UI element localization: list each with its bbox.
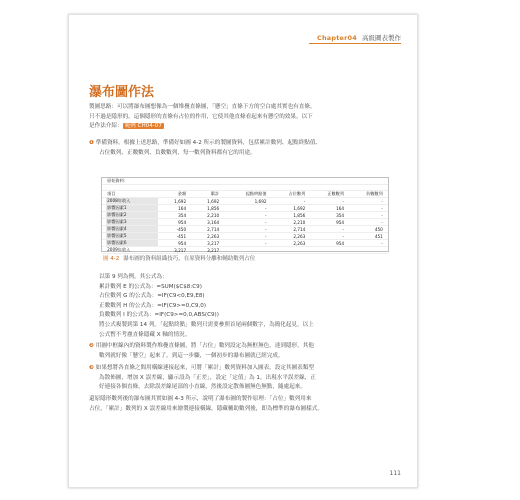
spreadsheet-cell: 1,692: [158, 198, 187, 205]
spreadsheet-cell: 954: [158, 240, 187, 247]
chapter-label: Chapter04: [316, 33, 357, 42]
formula-line: 負數數列 I 的公式為：=IF(C9>=0,0,ABS(C9)): [99, 312, 219, 319]
step-number: ❸: [89, 365, 94, 371]
spreadsheet-cell: [384, 198, 388, 205]
spreadsheet-cell: 原始資料：: [106, 178, 158, 185]
spreadsheet-cell: -: [345, 212, 384, 219]
spreadsheet-cell: -450: [158, 226, 187, 233]
spreadsheet-cell: -: [220, 219, 267, 226]
spreadsheet-cell: 2,714: [268, 226, 307, 233]
spreadsheet-cell: -: [220, 233, 267, 240]
spreadsheet-cell: 450: [345, 226, 384, 233]
step-line: [89, 139, 401, 149]
spreadsheet-row: [102, 247, 388, 254]
spreadsheet-cell: -: [306, 233, 345, 240]
spreadsheet-cell: 164: [158, 205, 187, 212]
formula-line: 將公式複製到第 14 列。「起點終點」數列只需要參照首尾兩個數字，為簡化起見，以上: [99, 321, 314, 328]
step-line: 為散佈圖，增加 X 誤差線，顯示設為「正差」，設定「定值」為 1，出現水平誤差線，正: [99, 374, 316, 381]
spreadsheet-cell: 2,263: [268, 240, 307, 247]
spreadsheet-cell: 2,714: [191, 226, 220, 233]
spreadsheet-cell: 354: [306, 212, 345, 219]
spreadsheet-cell: 1,692: [220, 198, 267, 205]
figure-label: 圖 4-2: [103, 256, 120, 262]
spreadsheet-cell: 影響因素5: [106, 233, 158, 240]
running-header: [317, 33, 401, 42]
spreadsheet-cell: 954: [306, 219, 345, 226]
step-text: 如果想將各直條之間用橫線連接起來，可將「累計」數列資料加入圖表，設定其圖表類型: [95, 365, 314, 371]
spreadsheet-cell: -451: [158, 233, 187, 240]
closing-line: 占位，「累計」數列的 X 誤差線用來繪製連接橫線，隱藏輔助數列後，即為標準的瀑布圖樣式。: [89, 405, 323, 412]
spreadsheet-row: [102, 205, 388, 212]
formula-line: 公式暫不考慮直條隱藏 X 軸的情況。: [99, 331, 191, 338]
step-1: [89, 139, 401, 158]
spreadsheet-cell: 累計: [191, 191, 220, 198]
spreadsheet-cell: [384, 226, 388, 233]
spreadsheet-cell: 影響因素3: [106, 219, 158, 226]
spreadsheet-cell: 2,263: [191, 233, 220, 240]
step-line: [89, 364, 401, 374]
spreadsheet-figure: [101, 177, 389, 252]
spreadsheet-cell: -: [345, 240, 384, 247]
spreadsheet-cell: 負數數列: [345, 191, 384, 198]
formula-line: 占位數列 G 的公式為：=IF(C9<0,E9,E8): [99, 293, 205, 300]
spreadsheet-cell: [384, 212, 388, 219]
spreadsheet-cell: 影響因素1: [106, 205, 158, 212]
figure-caption-text: 瀑布圖的資料組織技巧，在原資料分離和輔助數列占位: [123, 256, 256, 262]
spreadsheet-cell: -: [220, 226, 267, 233]
spreadsheet-cell: -: [220, 240, 267, 247]
spreadsheet-cell: 影響因素4: [106, 226, 158, 233]
spreadsheet-row: [102, 226, 388, 233]
book-page: [68, 14, 418, 488]
intro-paragraph: [89, 103, 401, 132]
spreadsheet-cell: [384, 219, 388, 226]
step-line: 好連接各個直條，去除誤差線尾部的小直線，然後設定散佈圖無色無點，隨處起來。: [99, 384, 306, 391]
spreadsheet-cell: 正數數列: [306, 191, 345, 198]
spreadsheet-cell: 金額: [158, 191, 187, 198]
spreadsheet-row: [102, 240, 388, 247]
spreadsheet-cell: 954: [158, 219, 187, 226]
spreadsheet-cell: 3,217: [191, 240, 220, 247]
spreadsheet-cell: 起點終點值: [220, 191, 267, 198]
figure-caption: [103, 254, 255, 262]
formula-line: 正數數列 H 的公式為：=IF(C9>=0,C9,0): [99, 302, 207, 309]
spreadsheet-cell: -: [220, 205, 267, 212]
spreadsheet-cell: -: [345, 219, 384, 226]
spreadsheet-row: [102, 191, 388, 198]
spreadsheet-cell: [345, 247, 384, 254]
spreadsheet-cell: 影響因素6: [106, 240, 158, 247]
page-number: 111: [389, 470, 401, 477]
spreadsheet-cell: 164: [306, 205, 345, 212]
intro-line: 只不過是隱形的。這個隱形的直條有占位的作用，它使其他直條看起來有懸空的效果。以下: [89, 113, 313, 120]
spreadsheet-cell: -: [220, 212, 267, 219]
spreadsheet-cell: 占位數列: [268, 191, 307, 198]
spreadsheet-cell: 1,692: [191, 198, 220, 205]
intro-line: [89, 122, 401, 132]
spreadsheet-cell: 2,210: [268, 219, 307, 226]
spreadsheet-cell: [384, 233, 388, 240]
spreadsheet-cell: [384, 240, 388, 247]
step-2: [89, 342, 401, 361]
step-line: 數列就好像「懸空」起來了，到這一步驟，一個初步的瀑布圖就已經完成。: [99, 352, 284, 359]
spreadsheet-cell: [306, 247, 345, 254]
formula-line: 累計數列 E 的公式為：=SUM($C$8:C9): [99, 283, 202, 290]
step-3: [89, 364, 401, 393]
spreadsheet-cell: -: [268, 198, 307, 205]
step-line: [89, 342, 401, 352]
spreadsheet-cell: [220, 247, 267, 254]
example-tag: 範例 CH04-07: [124, 123, 162, 130]
formula-block: [89, 273, 401, 340]
spreadsheet-cell: 2,210: [191, 212, 220, 219]
spreadsheet-cell: 954: [306, 240, 345, 247]
spreadsheet-cell: 2009年收入: [106, 247, 158, 254]
spreadsheet-cell: 1,856: [268, 212, 307, 219]
spreadsheet-cell: 影響因素2: [106, 212, 158, 219]
spreadsheet-cell: 3,217: [191, 247, 220, 254]
step-text: 準備資料。根據上述思路，準備好如圖 4-2 所示的製圖資料，包括累計數列、起點終點值、: [95, 140, 322, 146]
spreadsheet-cell: [268, 247, 307, 254]
section-title: 瀑布圖作法: [89, 85, 155, 100]
spreadsheet-row: [102, 198, 388, 205]
spreadsheet-cell: -: [345, 198, 384, 205]
spreadsheet-cell: -: [306, 226, 345, 233]
spreadsheet-cell: 451: [345, 233, 384, 240]
closing-paragraph: [89, 395, 401, 414]
spreadsheet-cell: 項目: [106, 191, 158, 198]
step-number: ❶: [89, 140, 94, 146]
spreadsheet-cell: [384, 205, 388, 212]
spreadsheet-row: [102, 233, 388, 240]
step-text: 用圖中框線內的資料製作堆疊直條圖，將「占位」數列設定為無框無色，達到隱形，其他: [95, 343, 314, 349]
intro-line: 製圖思路：可以將瀑布圖想像為一個堆疊直條圖，「懸空」直條下方的空白處其實也有直條，: [89, 104, 316, 110]
spreadsheet-cell: 2008年收入: [106, 198, 158, 205]
spreadsheet-cell: 3,164: [191, 219, 220, 226]
spreadsheet-row: [102, 212, 388, 219]
spreadsheet-cell: [384, 247, 388, 254]
spreadsheet-table: [102, 178, 388, 254]
spreadsheet-cell: [384, 191, 388, 198]
spreadsheet-cell: -: [306, 198, 345, 205]
intro-line-prefix: 是作法介紹：: [89, 123, 123, 130]
spreadsheet-cell: 1,692: [268, 205, 307, 212]
formula-line: 以第 9 列為例，其公式為：: [99, 274, 168, 280]
spreadsheet-cell: 1,856: [191, 205, 220, 212]
spreadsheet-cell: -: [345, 205, 384, 212]
spreadsheet-cell: 2,263: [268, 233, 307, 240]
closing-line: 還原隱形數列後的瀑布圖其實如圖 4-3 所示，說明了瀑布圖的製作原理：「占位」數列用來: [89, 396, 312, 402]
spreadsheet-cell: 354: [158, 212, 187, 219]
step-line: 占位數列、正數數列、負數數列，每一數列資料都有它的用途。: [99, 149, 256, 156]
section-label: 高級圖表製作: [362, 34, 401, 42]
spreadsheet-cell: 3,217: [158, 247, 187, 254]
step-number: ❷: [89, 343, 94, 349]
spreadsheet-row: [102, 219, 388, 226]
header-rule: [309, 43, 401, 44]
